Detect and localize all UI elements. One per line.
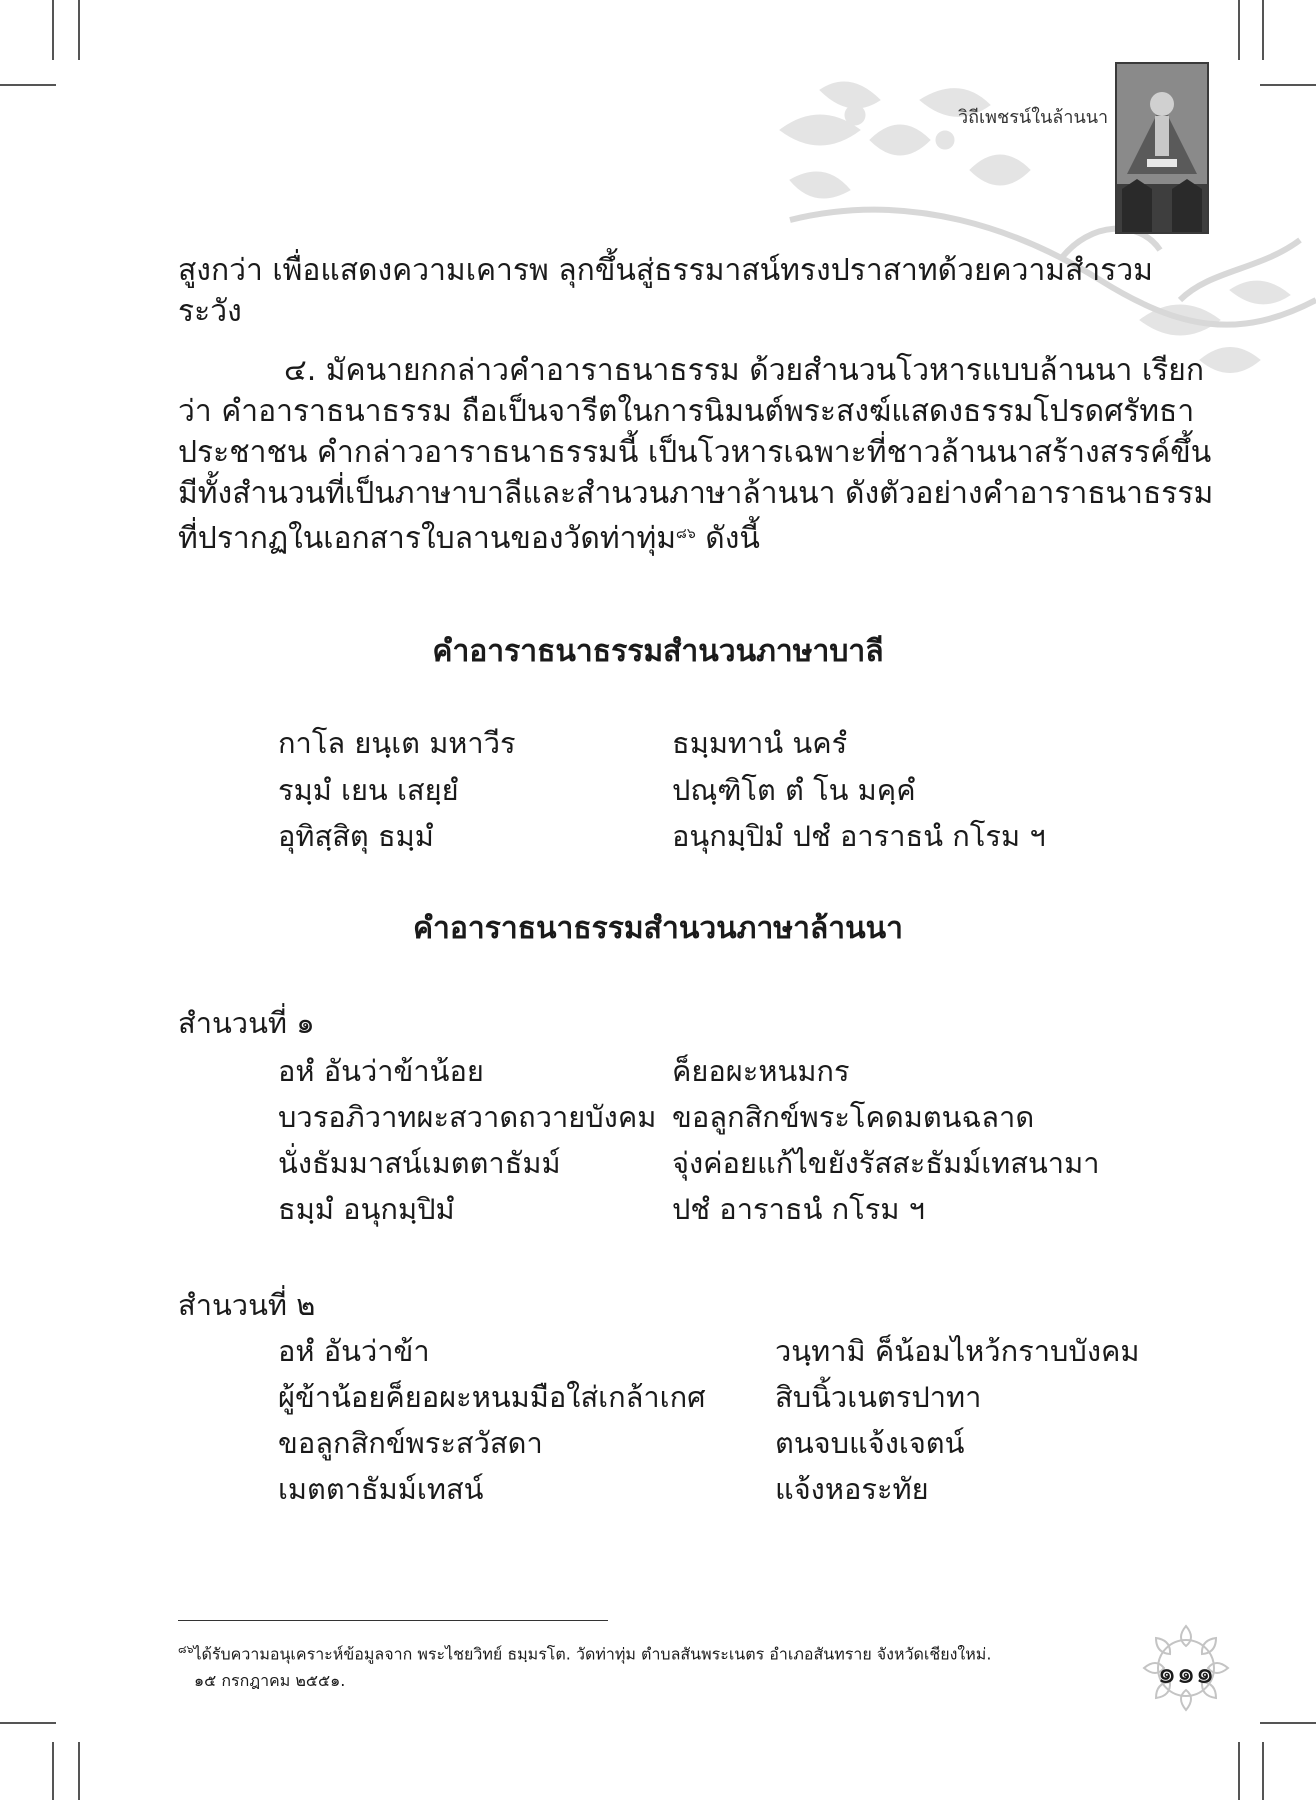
lanna2-left: อหํ อันว่าข้า [278, 1334, 430, 1368]
body-line-end: ดังนี้ [695, 521, 760, 556]
lanna1-left: ธมฺมํ อนุกมฺปิมํ [278, 1192, 455, 1226]
crop-mark-bl-v2 [78, 1742, 80, 1800]
body-line-text: ที่ปรากฏในเอกสารใบลานของวัดท่าทุ่ม [178, 521, 677, 556]
pali-right: อนุกมฺปิมํ ปชํ อาราธนํ กโรม ฯ [672, 819, 1046, 853]
lanna2-left: ขอลูกสิกข์พระสวัสดา [278, 1426, 543, 1460]
crop-mark-br-h [1260, 1722, 1316, 1724]
pali-left: อุทิสฺสิตุ ธมฺมํ [278, 819, 434, 853]
section-heading-pali: คำอาราธนาธรรมสำนวนภาษาบาลี [432, 634, 884, 669]
crop-mark-bl-h [0, 1722, 56, 1724]
page-number-badge [1136, 1618, 1236, 1718]
body-line: ระวัง [178, 294, 242, 329]
footnote-mark: ๘๖ [178, 1643, 194, 1656]
lanna2-left: เมตตาธัมม์เทสน์ [278, 1472, 484, 1506]
lanna2-right: แจ้งหอระทัย [775, 1472, 929, 1506]
lanna1-left: บวรอภิวาทผะสวาดถวายบังคม [278, 1100, 657, 1134]
running-title: วิถีเพชรน์ในล้านนา [958, 107, 1109, 128]
body-line: ๔. มัคนายกกล่าวคำอาราธนาธรรม ด้วยสำนวนโวหารแบบล้านนา เรียก [284, 353, 1204, 388]
crop-mark-bl-v1 [52, 1742, 54, 1800]
version-2-label: สำนวนที่ ๒ [178, 1288, 316, 1322]
body-text [178, 250, 1153, 332]
crop-mark-br-v2 [1262, 1742, 1264, 1800]
body-line: ว่า คำอาราธนาธรรม ถือเป็นจารีตในการนิมนต์พระสงฆ์แสดงธรรมโปรดศรัทธา [178, 394, 1195, 429]
lanna1-right: จุ่งค่อยแก้ไขยังรัสสะธัมม์เทสนามา [672, 1146, 1100, 1180]
lanna2-right: สิบนิ้วเนตรปาทา [775, 1380, 982, 1414]
crop-mark-tr-v1 [1238, 0, 1240, 60]
footnote [178, 1636, 991, 1694]
version-1-label: สำนวนที่ ๑ [178, 1006, 315, 1040]
crop-mark-tl-v2 [78, 0, 80, 60]
lanna1-left: นั่งธัมมาสน์เมตตาธัมม์ [278, 1146, 561, 1180]
footnote-text: ได้รับความอนุเคราะห์ข้อมูลจาก พระไชยวิทย์ ธมฺมรโต. วัดท่าทุ่ม ตำบลสันพระเนตร อำเภอสันทราย จังหวัดเชียงใหม่. [193, 1644, 992, 1664]
body-line [178, 514, 1146, 559]
pali-left: รมฺมํ เยน เสยฺยํ [278, 773, 459, 807]
body-line: สูงกว่า เพื่อแสดงความเคารพ ลุกขึ้นสู่ธรรมาสน์ทรงปราสาทด้วยความสำรวม [178, 253, 1153, 288]
lanna1-right: ขอลูกสิกข์พระโคดมตนฉลาด [672, 1100, 1035, 1134]
lanna1-right: ค็ยอผะหนมกร [672, 1054, 850, 1088]
section-heading-lanna: คำอาราธนาธรรมสำนวนภาษาล้านนา [412, 911, 904, 946]
lanna2-left: ผู้ข้าน้อยค็ยอผะหนมมือใส่เกล้าเกศ [278, 1380, 706, 1414]
footnote-text-line [178, 1636, 991, 1667]
paragraph-4 [178, 350, 1214, 559]
footnote-date: ๑๕ กรกฎาคม ๒๕๕๑. [194, 1671, 346, 1691]
crop-mark-br-v1 [1238, 1742, 1240, 1800]
pali-right: ปณฺฑิโต ตํ โน มคฺคํ [672, 773, 916, 807]
crop-mark-tr-v2 [1262, 0, 1264, 60]
crop-mark-tl-v1 [52, 0, 54, 60]
body-line: ประชาชน คำกล่าวอาราธนาธรรมนี้ เป็นโวหารเฉพาะที่ชาวล้านนาสร้างสรรค์ขึ้น [178, 435, 1212, 470]
footnote-reference: ๘๖ [676, 526, 696, 542]
lanna1-left: อหํ อันว่าข้าน้อย [278, 1054, 484, 1088]
lanna2-right: วนฺทามิ ค็น้อมไหว้กราบบังคม [775, 1334, 1140, 1368]
footnote-rule [178, 1620, 608, 1621]
header-image [1115, 62, 1209, 234]
crop-mark-tl-h [0, 84, 56, 86]
pali-left: กาโล ยนฺเต มหาวีร [278, 726, 516, 760]
lanna1-right: ปชํ อาราธนํ กโรม ฯ [672, 1192, 925, 1226]
pali-right: ธมฺมทานํ นครํ [672, 726, 848, 760]
page-number: ๑๑๑ [1157, 1656, 1215, 1691]
body-line: มีทั้งสำนวนที่เป็นภาษาบาลีและสำนวนภาษาล้านนา ดังตัวอย่างคำอาราธนาธรรม [178, 476, 1214, 511]
lanna2-right: ตนจบแจ้งเจตน์ [775, 1426, 965, 1460]
